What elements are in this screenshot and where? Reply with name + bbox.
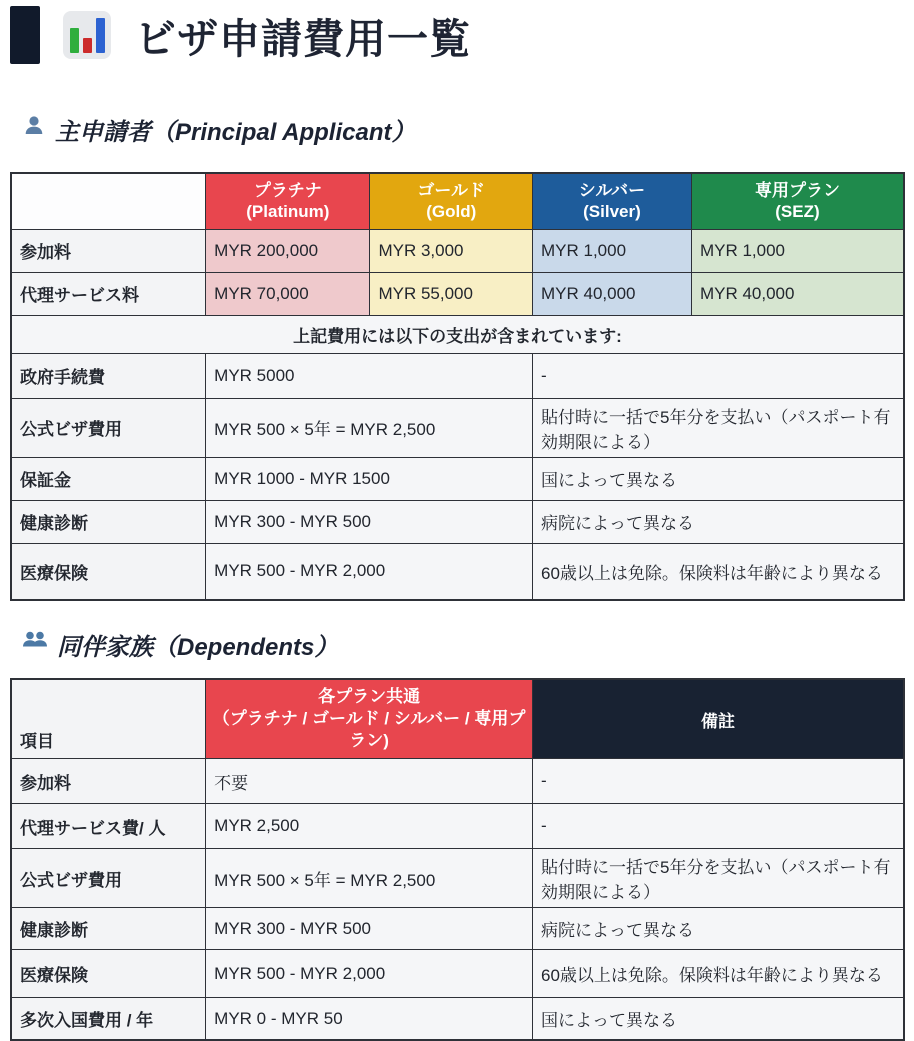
plan-sub: (SEZ) (775, 202, 820, 222)
section-heading-dependents-label: 同伴家族（Dependents） (57, 634, 339, 661)
bar-chart-green-bar (70, 28, 79, 53)
detail-value: MYR 500 × 5年 = MYR 2,500 (206, 398, 533, 457)
detail-value: MYR 300 - MYR 500 (206, 500, 533, 543)
corner-cell (11, 173, 206, 229)
table-row (11, 457, 904, 500)
page-header (10, 4, 905, 66)
row-label: 参加料 (11, 759, 206, 804)
row-label: 健康診断 (11, 908, 206, 950)
table-row (11, 229, 904, 272)
principal-header-row (11, 173, 904, 229)
section-heading-principal-label: 主申請者（Principal Applicant） (55, 119, 416, 146)
table-row (11, 998, 904, 1040)
detail-value: MYR 500 - MYR 2,000 (206, 950, 533, 998)
dependents-table (10, 678, 905, 1041)
bar-chart-icon (63, 11, 111, 59)
row-label: 公式ビザ費用 (11, 849, 206, 908)
bar-chart-blue-bar (96, 18, 105, 53)
detail-note: 国によって異なる (532, 457, 904, 500)
plan-header-silver (532, 173, 691, 229)
plan-name: 専用プラン (754, 181, 840, 200)
fee-value-sez: MYR 40,000 (691, 272, 904, 315)
dependents-header-row (11, 679, 904, 759)
fee-value-sez: MYR 1,000 (691, 229, 904, 272)
detail-note: - (533, 759, 905, 804)
fee-value-gold: MYR 3,000 (370, 229, 533, 272)
row-label: 公式ビザ費用 (11, 398, 206, 457)
table-row (11, 908, 904, 950)
plan-sub: (Silver) (583, 202, 641, 222)
row-label: 代理サービス料 (11, 272, 206, 315)
detail-value: MYR 500 × 5年 = MYR 2,500 (206, 849, 533, 908)
table-row (11, 759, 904, 804)
table-row (11, 804, 904, 849)
person-icon (22, 114, 46, 145)
detail-value: 不要 (206, 759, 533, 804)
common-plan-header (206, 679, 533, 759)
detail-value: MYR 0 - MYR 50 (206, 998, 533, 1040)
table-row (11, 353, 904, 398)
item-header: 項目 (11, 679, 206, 759)
page-title: ビザ申請費用一覧 (135, 15, 471, 62)
plan-sub: (Platinum) (246, 202, 330, 222)
row-label: 健康診断 (11, 500, 206, 543)
section-heading-dependents (22, 627, 905, 662)
page (0, 4, 914, 1041)
common-plan-line1: 各プラン共通 (318, 687, 421, 706)
dark-block (10, 6, 40, 64)
common-plan-line2: （プラチナ / ゴールド / シルバー / 専用プラン) (212, 709, 526, 751)
table-row (11, 272, 904, 315)
included-note-row (11, 315, 904, 353)
table-row (11, 398, 904, 457)
row-label: 代理サービス費/ 人 (11, 804, 206, 849)
detail-value: MYR 5000 (206, 353, 533, 398)
fee-value-gold: MYR 55,000 (370, 272, 533, 315)
row-label: 政府手続費 (11, 353, 206, 398)
detail-value: MYR 2,500 (206, 804, 533, 849)
bar-chart-red-bar (83, 38, 92, 53)
people-icon (22, 630, 48, 659)
remarks-header: 備註 (533, 679, 905, 759)
detail-note: 病院によって異なる (532, 500, 904, 543)
table-row (11, 950, 904, 998)
detail-value: MYR 500 - MYR 2,000 (206, 543, 533, 600)
fee-value-silver: MYR 40,000 (532, 272, 691, 315)
plan-name: プラチナ (253, 181, 322, 200)
plan-name: シルバー (578, 181, 646, 200)
detail-note: 60歳以上は免除。保険料は年齢により異なる (533, 950, 905, 998)
detail-note: 貼付時に一括で5年分を支払い（パスポート有効期限による） (533, 849, 905, 908)
fee-value-platinum: MYR 70,000 (206, 272, 370, 315)
detail-value: MYR 300 - MYR 500 (206, 908, 533, 950)
row-label: 保証金 (11, 457, 206, 500)
plan-name: ゴールド (417, 181, 486, 200)
fee-value-silver: MYR 1,000 (532, 229, 691, 272)
table-row (11, 500, 904, 543)
plan-header-gold (370, 173, 533, 229)
fee-value-platinum: MYR 200,000 (206, 229, 370, 272)
plan-header-platinum (206, 173, 370, 229)
plan-sub: (Gold) (426, 202, 477, 222)
detail-note: 病院によって異なる (533, 908, 905, 950)
row-label: 参加料 (11, 229, 206, 272)
detail-note: - (532, 353, 904, 398)
principal-table (10, 172, 905, 601)
plan-header-sez (691, 173, 904, 229)
section-heading-principal (22, 112, 905, 147)
detail-note: - (533, 804, 905, 849)
row-label: 医療保険 (11, 950, 206, 998)
table-row (11, 849, 904, 908)
detail-value: MYR 1000 - MYR 1500 (206, 457, 533, 500)
row-label: 多次入国費用 / 年 (11, 998, 206, 1040)
detail-note: 国によって異なる (533, 998, 905, 1040)
table-row (11, 543, 904, 600)
included-note: 上記費用には以下の支出が含まれています: (11, 315, 904, 353)
row-label: 医療保険 (11, 543, 206, 600)
detail-note: 60歳以上は免除。保険料は年齢により異なる (532, 543, 904, 600)
detail-note: 貼付時に一括で5年分を支払い（パスポート有効期限による） (532, 398, 904, 457)
